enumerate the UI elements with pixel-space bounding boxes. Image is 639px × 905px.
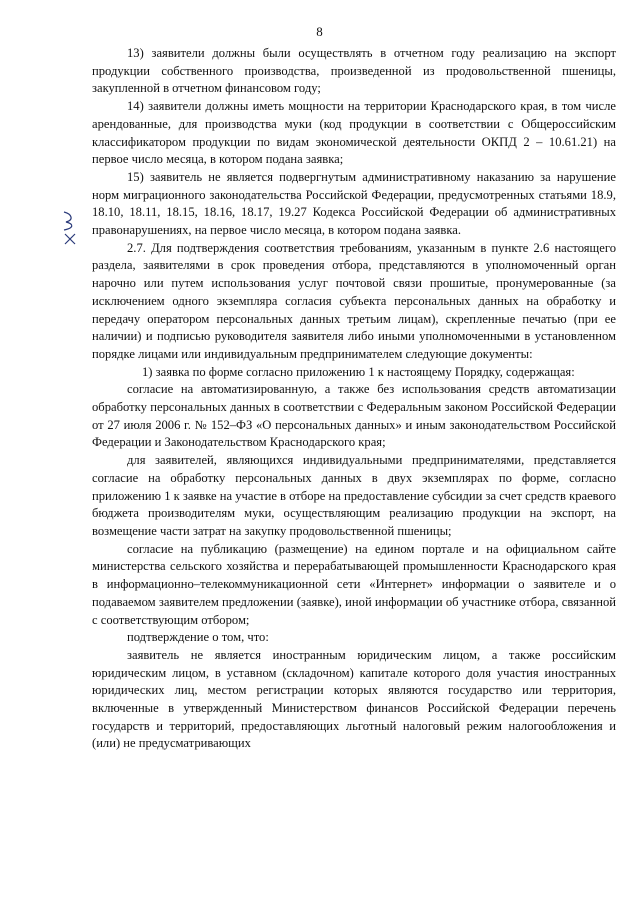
paragraph: 15) заявитель не является подвергнутым административному наказанию за нарушение норм миграционного законодательства Российской Федерации, предусмотренных статьями 18.9, 18.10, 18.11, 18.15, 18.16, 18.17, 19.27 Кодекса Российской Федерации об административных правонарушениях, на первое число месяца, в котором подана заявка. <box>92 169 616 238</box>
document-body <box>92 45 616 753</box>
handwritten-mark-icon <box>60 208 80 248</box>
paragraph: подтверждение о том, что: <box>127 630 269 645</box>
paragraph: заявитель не является иностранным юридическим лицом, а также российским юридическим лицом, в уставном (складочном) капитале которого доля участия иностранных юридических лиц, местом регистрации которых являются государство или территория, включенные в утвержденный Министерством финансов Российской Федерации перечень государств и территорий, предоставляющих льготный налоговый режим налогообложения и (или) не предусматривающих <box>92 647 616 751</box>
paragraph: согласие на автоматизированную, а также без использования средств автоматизации обработку персональных данных в соответствии с Федеральным законом Российской Федерации от 27 июля 2006 г. № 152–ФЗ «О персональных данных» и иным законодательством Российской Федерации и Законодательством Краснодарского края; <box>92 382 616 450</box>
page-number: 8 <box>316 24 323 39</box>
paragraph: 13) заявители должны были осуществлять в отчетном году реализацию на экспорт продукции собственного производства, произведенной из продовольственной пшеницы, закупленной в отчетном финансовом году; <box>92 46 616 96</box>
paragraph: согласие на публикацию (размещение) на едином портале и на официальном сайте министерства сельского хозяйства и перерабатывающей промышленности Краснодарского края в информационно–телекоммуникационной сети «Интернет» информации о заявителе и о подаваемом заявителем предложении (заявке), иной информации об участнике отбора, связанной с соответствующим отбором; <box>92 541 616 627</box>
paragraph: 14) заявители должны иметь мощности на территории Краснодарского края, в том числе арендованные, для производства муки (код продукции в соответствии с Общероссийским классификатором продукции по видам экономической деятельности ОКПД 2 – 10.61.21) на первое число месяца, в котором подана заявка; <box>92 99 616 167</box>
paragraph: 1) заявка по форме согласно приложению 1 к настоящему Порядку, содержащая: <box>142 364 575 379</box>
paragraph: 2.7. Для подтверждения соответствия требованиям, указанным в пункте 2.6 настоящего раздела, заявителями в срок проведения отбора, представляются в уполномоченный орган нарочно или путем использования услуг почтовой связи прошитые, пронумерованные (за исключением одного экземпляра согласия субъекта персональных данных на обработку и передачу оператором персональных данных третьим лицам), скрепленные печатью (при ее наличии) и подписью руководителя заявителя либо иными уполномоченными в установленном порядке лицами или индивидуальным предпринимателем следующие документы: <box>92 240 616 361</box>
paragraph: для заявителей, являющихся индивидуальными предпринимателями, представляется согласие на обработку персональных данных в двух экземплярах по форме, согласно приложению 1 к заявке на участие в отборе на предоставление субсидии за счет средств краевого бюджета производителям муки, осуществляющим реализацию продукции на экспорт, на возмещение части затрат на закупку продовольственной пшеницы; <box>92 453 616 538</box>
